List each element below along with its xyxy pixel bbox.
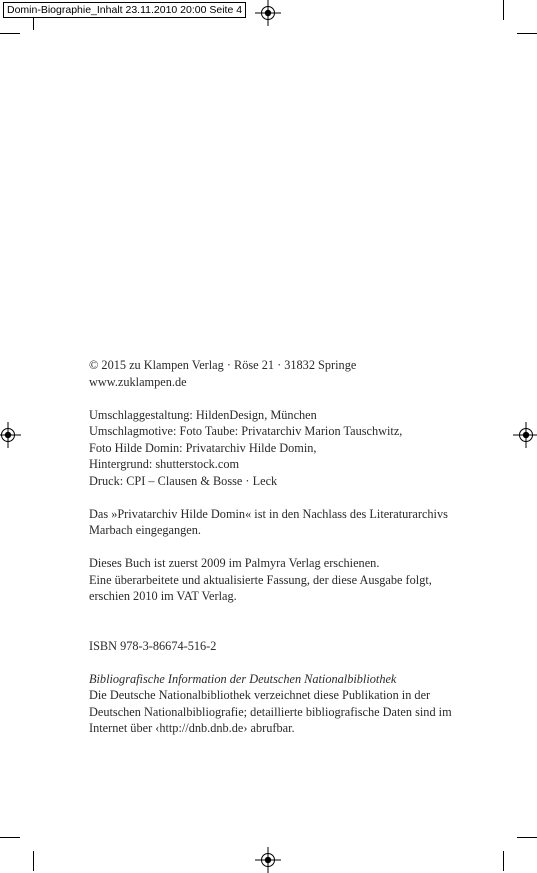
dnb-text-line: Deutschen Nationalbibliografie; detaillierte bibliografische Daten sind im	[89, 704, 452, 719]
edition-note-line: Dieses Buch ist zuerst 2009 im Palmyra Verlag erschienen.	[89, 556, 380, 570]
crop-mark-top-left-h	[0, 33, 20, 34]
dnb-text-line: Die Deutsche Nationalbibliothek verzeichnet diese Publikation in der	[89, 688, 431, 702]
registration-mark-left-icon	[0, 422, 21, 448]
registration-mark-bottom-icon	[255, 847, 281, 873]
crop-mark-bottom-right-h	[517, 837, 537, 838]
edition-note-line: erschien 2010 im VAT Verlag.	[89, 589, 237, 603]
publisher-website: www.zuklampen.de	[89, 374, 187, 389]
edition-note-line: Eine überarbeitete und aktualisierte Fassung, der diese Ausgabe folgt,	[89, 572, 432, 587]
dnb-text-line: Internet über ‹http://dnb.dnb.de› abrufbar.	[89, 721, 295, 735]
isbn: ISBN 978-3-86674-516-2	[89, 638, 217, 653]
credit-line: Foto Hilde Domin: Privatarchiv Hilde Domin,	[89, 440, 317, 455]
publisher-line: © 2015 zu Klampen Verlag · Röse 21 · 31832 Springe	[89, 358, 357, 372]
crop-mark-bottom-left-h	[0, 837, 20, 838]
crop-mark-top-left-v	[33, 18, 34, 30]
print-slug: Domin-Biographie_Inhalt 23.11.2010 20:00 Seite 4	[3, 2, 246, 18]
archive-note-line: Marbach eingegangen.	[89, 523, 201, 537]
crop-mark-bottom-left-v	[33, 851, 34, 871]
credit-line: Umschlaggestaltung: HildenDesign, München	[89, 407, 317, 422]
credit-line: Hintergrund: shutterstock.com	[89, 457, 240, 471]
dnb-heading: Bibliografische Information der Deutschen Nationalbibliothek	[89, 671, 397, 686]
crop-mark-top-right-h	[517, 33, 537, 34]
crop-mark-top-right-v	[503, 0, 504, 20]
credit-line: Druck: CPI – Clausen & Bosse · Leck	[89, 473, 278, 488]
archive-note-line: Das »Privatarchiv Hilde Domin« ist in den Nachlass des Literaturarchivs	[89, 506, 448, 521]
registration-mark-top-icon	[255, 0, 281, 26]
credit-line: Umschlagmotive: Foto Taube: Privatarchiv Marion Tauschwitz,	[89, 424, 403, 438]
crop-mark-bottom-right-v	[503, 851, 504, 871]
imprint-block	[89, 357, 489, 737]
registration-mark-right-icon	[513, 422, 537, 448]
